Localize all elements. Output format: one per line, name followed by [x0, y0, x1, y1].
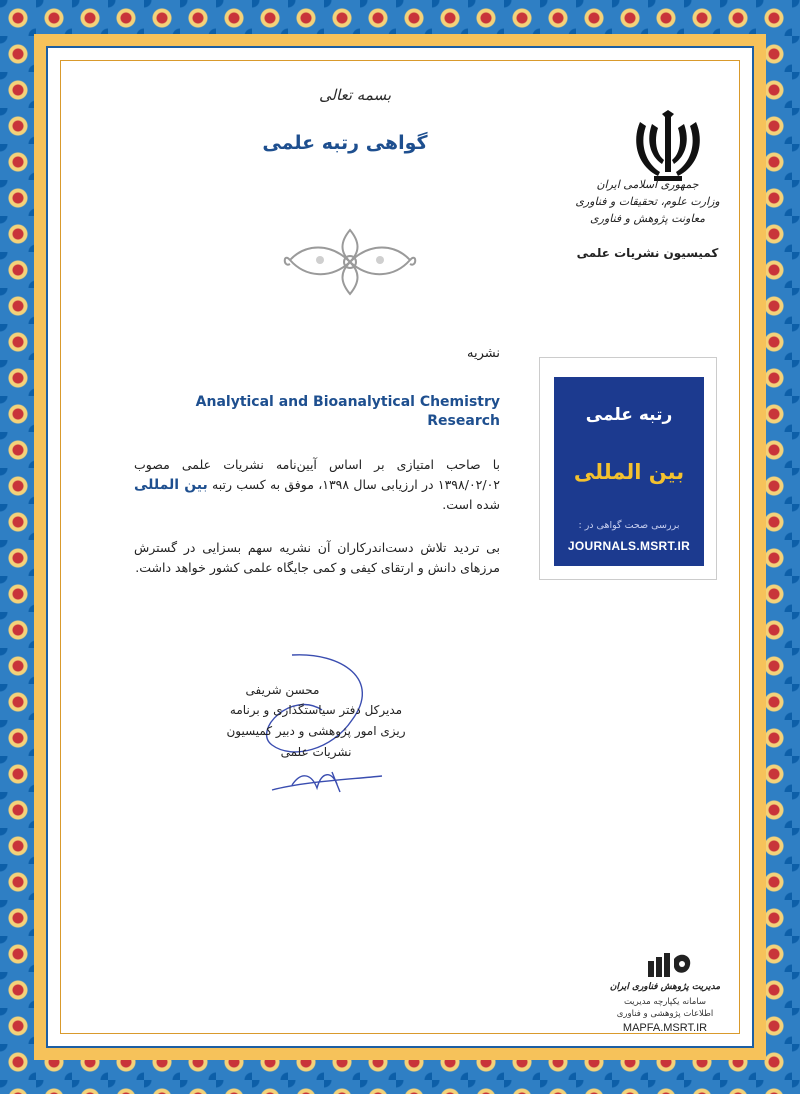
- journal-label: نشریه: [467, 346, 500, 361]
- mapfa-system-line: سامانه یکپارچه مدیریت: [623, 997, 707, 1007]
- award-text: با صاحب امتیازی بر اساس آیین‌نامه نشریات علمی مصوب ۱۳۹۸/۰۲/۰۲ در ارزیابی سال ۱۳۹۸، موفق به کسب رتبه: [134, 457, 501, 492]
- closing-paragraph: بی تردید تلاش دست‌اندرکاران آن نشریه سهم بسزایی در گسترش مرزهای دانش و ارتقای کیفی و کمی جایگاه علمی کشور خواهد داشت.: [134, 540, 500, 575]
- badge-level: بین المللی: [573, 460, 685, 484]
- mapfa-system-line: اطلاعات پژوهشی و فناوری: [616, 1009, 714, 1019]
- badge-verify-text: بررسی صحت گواهی در :: [578, 520, 680, 531]
- badge-rank-label: رتبه علمی: [585, 405, 673, 425]
- badge-panel: [554, 377, 704, 566]
- commission-name: کمیسیون نشریات علمی: [576, 246, 719, 260]
- award-text-end: شده است.: [442, 497, 500, 512]
- signatory-role: [196, 700, 436, 763]
- issuer-lines: [560, 176, 735, 227]
- signatory-role-line: مدیرکل دفتر سیاستگذاری و برنامه: [229, 703, 403, 717]
- mapfa-site-link[interactable]: MAPFA.MSRT.IR: [622, 1022, 708, 1034]
- signatory-role-line: نشریات علمی: [280, 745, 352, 759]
- signatory-name: محسن شریفی: [245, 683, 320, 697]
- floral-ornament-icon: [280, 222, 420, 302]
- award-level: بین المللی: [134, 477, 208, 493]
- award-paragraph: [134, 455, 500, 515]
- journal-name: Analytical and Bioanalytical Chemistry Research: [195, 394, 500, 429]
- rank-badge: [539, 357, 717, 580]
- badge-site-link[interactable]: JOURNALS.MSRT.IR: [567, 539, 691, 553]
- basmala-text: بسمه تعالی: [318, 86, 392, 104]
- issuer-line: وزارت علوم، تحقیقات و فناوری: [575, 195, 720, 208]
- mapfa-logo-icon: [646, 951, 696, 979]
- mapfa-org-name: مدیریت پژوهش فناوری ایران: [609, 982, 721, 992]
- issuer-line: جمهوری اسلامی ایران: [596, 178, 699, 191]
- certificate-title: گواهی رتبه علمی: [262, 132, 428, 154]
- mapfa-system-lines: [590, 996, 740, 1020]
- issuer-line: معاونت پژوهش و فناوری: [590, 212, 705, 225]
- signatory-role-line: ریزی امور پژوهشی و دبیر کمیسیون: [226, 724, 406, 738]
